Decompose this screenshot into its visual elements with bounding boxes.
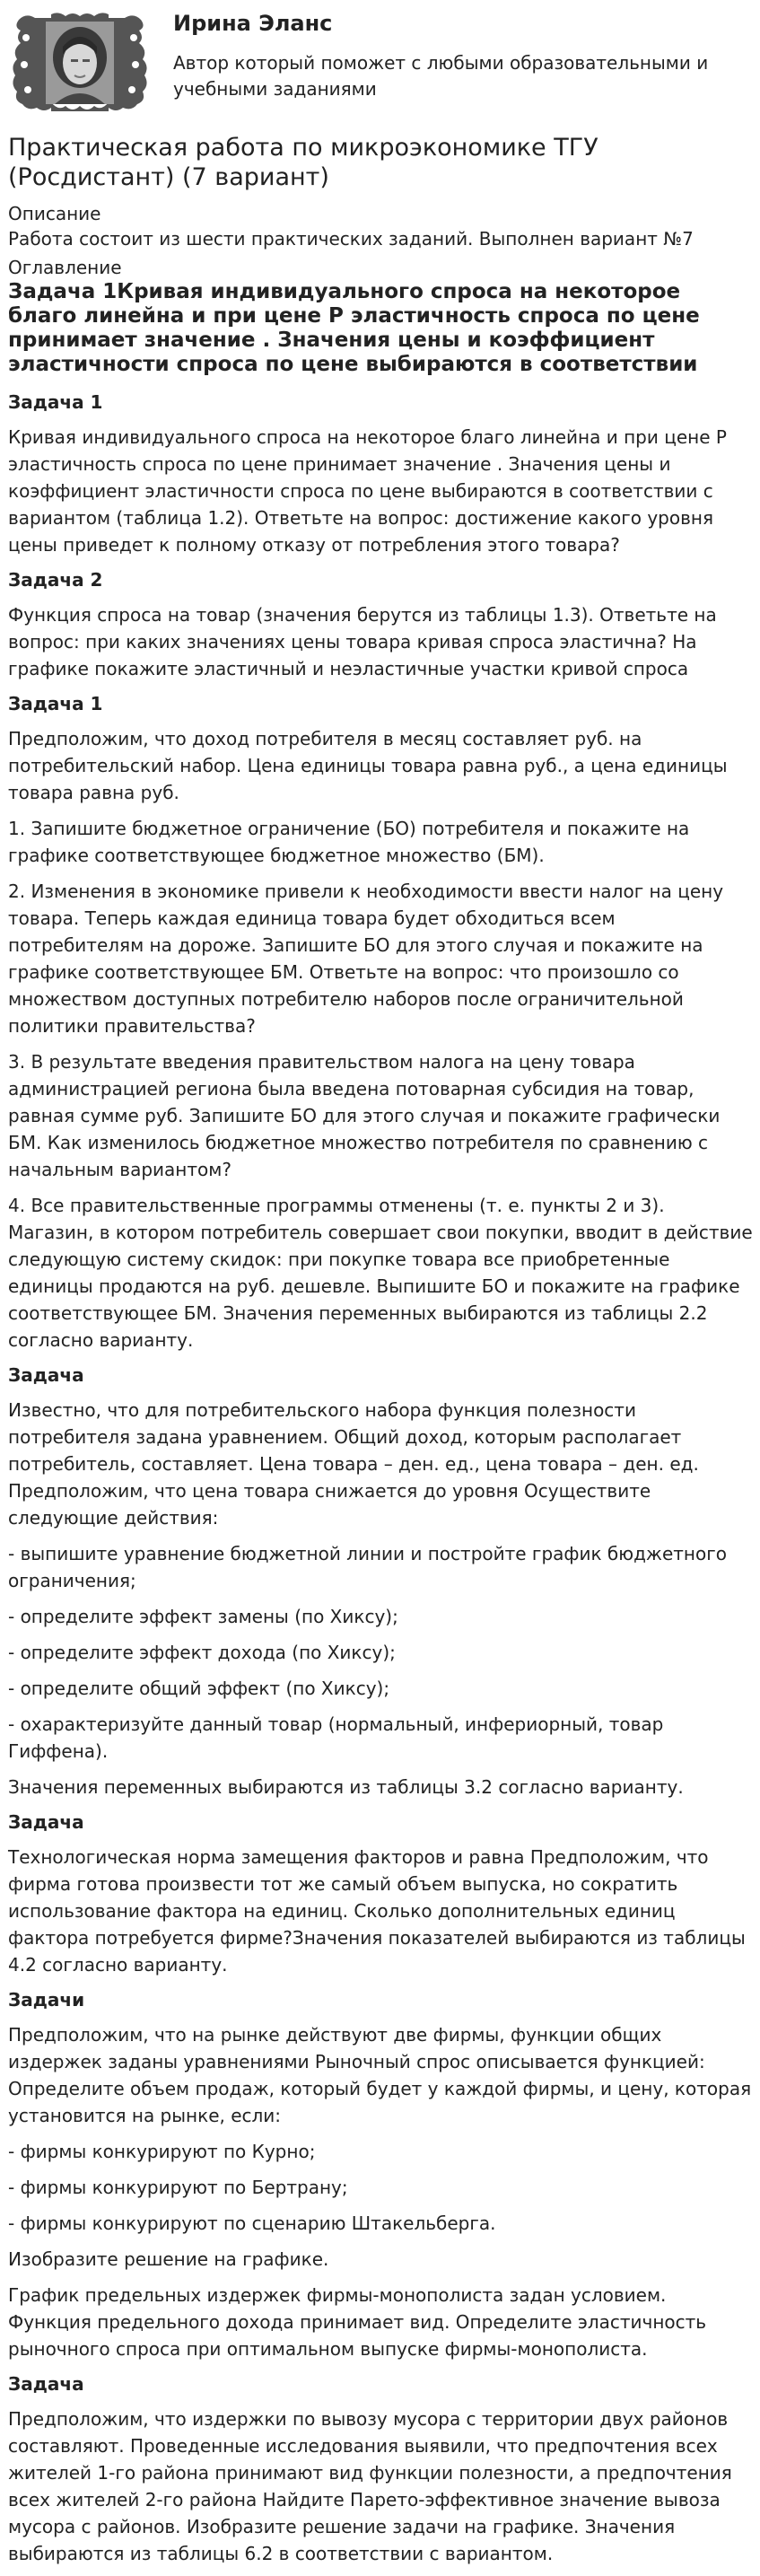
author-info bbox=[173, 11, 753, 102]
task-paragraph: - определите эффект замены (по Хиксу); bbox=[8, 1606, 398, 1627]
task-paragraph: 1. Запишите бюджетное ограничение (БО) потребителя и покажите на графике соответствующее бюджетное множество (БМ). bbox=[8, 818, 690, 866]
task-section bbox=[8, 691, 753, 1354]
task-paragraph: Предположим, что издержки по вывозу мусора с территории двух районов составляют. Проведенные исследования выявили, что предпочтения всех жителей 1-го района принимают вид функции полезности, а предпочтения всех жителей 2-го района Найдите Парето-эффективное значение вывоза мусора с районов. Изобразите решение задачи на графике. Значения выбираются из таблицы 6.2 в соответствии с вариантом. bbox=[8, 2408, 732, 2564]
task-paragraph: График предельных издержек фирмы-монополиста задан условием. Функция предельного дохода принимает вид. Определите эластичность рыночного спроса при оптимальном выпуске фирмы-монополиста. bbox=[8, 2284, 707, 2360]
task-paragraph: Функция спроса на товар (значения берутся из таблицы 1.3). Ответьте на вопрос: при каких значениях цены товара кривая спроса эластична? На графике покажите эластичный и неэластичные участки кривой спроса bbox=[8, 604, 717, 679]
toc-label: Оглавление bbox=[8, 257, 122, 278]
task-paragraph: Кривая индивидуального спроса на некоторое благо линейна и при цене Р эластичность спроса по цене принимает значение . Значения цены и коэффициент эластичности спроса по цене выбираются в соответствии с вариантом (таблица 1.2). Ответьте на вопрос: достижение какого уровня цены приведет к полному отказу от потребления этого товара? bbox=[8, 426, 727, 556]
task-paragraph: Известно, что для потребительского набора функция полезности потребителя задана уравнением. Общий доход, которым располагает потребитель, составляет. Цена товара – ден. ед., цена товара – ден. ед. Предположим, что цена товара снижается до уровня Осуществите следующие действия: bbox=[8, 1399, 699, 1529]
author-block bbox=[8, 0, 753, 117]
task-paragraph: - фирмы конкурируют по сценарию Штакельберга. bbox=[8, 2212, 496, 2234]
task-section bbox=[8, 2371, 753, 2567]
task-title: Задача bbox=[8, 1811, 84, 1833]
task-paragraph: Изобразите решение на графике. bbox=[8, 2248, 329, 2270]
task-paragraph: 2. Изменения в экономике привели к необходимости ввести налог на цену товара. Теперь каждая единица товара будет обходиться всем потребителям на дороже. Запишите БО для этого случая и покажите на графике соответствующее БМ. Ответьте на вопрос: что произошло со множеством доступных потребителю наборов после ограничительной политики правительства? bbox=[8, 881, 724, 1037]
task-section bbox=[8, 390, 753, 558]
task-title: Задача 1 bbox=[8, 693, 103, 714]
tasks-list bbox=[8, 390, 753, 2567]
task-title: Задача bbox=[8, 2373, 84, 2395]
task-paragraph: - фирмы конкурируют по Курно; bbox=[8, 2141, 316, 2162]
task-paragraph: - определите общий эффект (по Хиксу); bbox=[8, 1678, 390, 1699]
task-paragraph: - фирмы конкурируют по Бертрану; bbox=[8, 2177, 348, 2198]
author-description: Автор который поможет с любыми образовательными и учебными заданиями bbox=[173, 52, 709, 100]
description-text: Работа состоит из шести практических заданий. Выполнен вариант №7 bbox=[8, 228, 694, 250]
task-section bbox=[8, 1362, 753, 1801]
task-title: Задача 1 bbox=[8, 391, 103, 413]
toc-heading: Задача 1Кривая индивидуального спроса на некоторое благо линейна и при цене Р эластичность спроса по цене принимает значение . Значения цены и коэффициент эластичности спроса по цене выбираются в соответствии bbox=[8, 280, 700, 376]
task-paragraph: 4. Все правительственные программы отменены (т. е. пункты 2 и 3). Магазин, в котором потребитель совершает свои покупки, вводит в действие следующую систему скидок: при покупке товара все приобретенные единицы продаются на руб. дешевле. Выпишите БО и покажите на графике соответствующее БМ. Значения переменных выбираются из таблицы 2.2 согласно варианту. bbox=[8, 1195, 753, 1351]
task-paragraph: - охарактеризуйте данный товар (нормальный, инфериорный, товар Гиффена). bbox=[8, 1713, 664, 1762]
task-section bbox=[8, 1809, 753, 1978]
task-paragraph: 3. В результате введения правительством налога на цену товара администрацией региона была введена потоварная субсидия на товар, равная сумме руб. Запишите БО для этого случая и покажите графически БМ. Как изменилось бюджетное множество потребителя по сравнению с начальным вариантом? bbox=[8, 1051, 721, 1180]
page-title: Практическая работа по микроэкономике ТГУ (Росдистант) (7 вариант) bbox=[8, 134, 598, 191]
task-title: Задача 2 bbox=[8, 569, 103, 591]
task-paragraph: - определите эффект дохода (по Хиксу); bbox=[8, 1642, 396, 1663]
author-photo-icon[interactable] bbox=[8, 11, 152, 114]
task-section bbox=[8, 567, 753, 682]
description-label: Описание bbox=[8, 203, 101, 224]
task-title: Задача bbox=[8, 1364, 84, 1386]
task-title: Задачи bbox=[8, 1989, 85, 2011]
task-paragraph: - выпишите уравнение бюджетной линии и постройте график бюджетного ограничения; bbox=[8, 1543, 727, 1591]
author-name[interactable]: Ирина Эланс bbox=[173, 11, 333, 36]
task-paragraph: Предположим, что доход потребителя в месяц составляет руб. на потребительский набор. Цена единицы товара равна руб., а цена единицы товара равна руб. bbox=[8, 728, 728, 803]
task-paragraph: Значения переменных выбираются из таблицы 3.2 согласно варианту. bbox=[8, 1776, 684, 1798]
task-paragraph: Технологическая норма замещения факторов и равна Предположим, что фирма готова произвести тот же самый объем выпуска, но сократить использование фактора на единиц. Сколько дополнительных единиц фактора потребуется фирме?Значения показателей выбираются из таблицы 4.2 согласно варианту. bbox=[8, 1846, 746, 1976]
task-paragraph: Предположим, что на рынке действуют две фирмы, функции общих издержек заданы уравнениями Рыночный спрос описывается функцией: Определите объем продаж, который будет у каждой фирмы, и цену, которая установится на рынке, если: bbox=[8, 2024, 752, 2126]
task-section bbox=[8, 1987, 753, 2362]
